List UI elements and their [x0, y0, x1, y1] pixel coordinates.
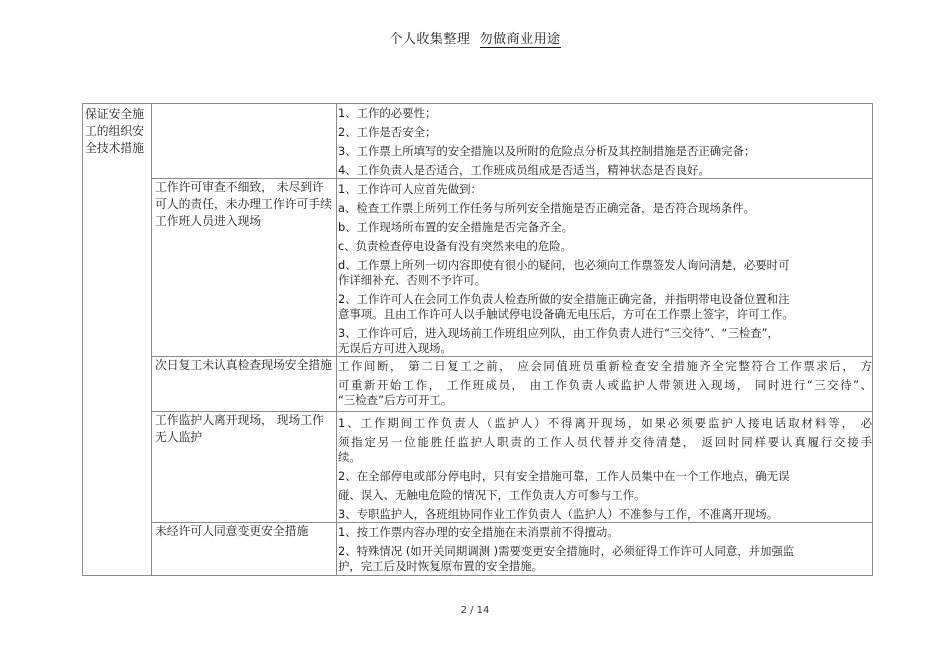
measures-cell	[337, 179, 873, 357]
measures-cell	[337, 523, 873, 576]
item-cell	[152, 104, 337, 179]
measure-line: 护，完工后及时恢复原布置的安全措施。	[338, 559, 544, 573]
measure-line: 作详细补充、否则不予许可。	[338, 273, 487, 287]
item-text: 工作许可审查不细致， 未尽到许可人的责任，未办理工作许可手续工作班人员进入现场	[155, 180, 332, 228]
measure-line: 3、工作许可后，进入现场前工作班组应列队，由工作负责人进行“三交待”、“三检查”，	[338, 326, 779, 340]
item-cell	[152, 412, 337, 523]
item-text: 次日复工未认真检查现场安全措施	[155, 358, 332, 372]
measure-line: b、工作现场所布置的安全措施是否完备齐全。	[338, 220, 574, 234]
measure-line: 4、工作负责人是否适合，工作班成员组成是否适当，精神状态是否良好。	[338, 163, 710, 177]
measure-line: “三检查”后方可开工。	[338, 393, 453, 407]
measure-line: 工作间断， 第二日复工之前， 应会同值班员重新检查安全措施齐全完整符合工作票求后， 方	[338, 359, 872, 373]
measure-line: 3、工作票上所填写的安全措施以及所附的危险点分析及其控制措施是否正确完备；	[338, 144, 756, 158]
measures-cell	[337, 412, 873, 523]
header-watermark	[0, 28, 950, 47]
item-text: 未经许可人同意变更安全措施	[155, 524, 309, 538]
measure-line: c、负责检查停电设备有没有突然来电的危险。	[338, 239, 573, 253]
measure-line: 3、专职监护人，各班组协同作业工作负责人（监护人）不准参与工作，不准离开现场。	[338, 507, 779, 521]
measure-line: 1、工作期间工作负责人（监护人）不得离开现场，如果必须要监护人接电话取材料等， 必	[338, 416, 872, 430]
item-text: 工作监护人离开现场， 现场工作无人监护	[155, 413, 324, 444]
table-row	[83, 357, 873, 412]
table-row	[83, 179, 873, 357]
page-number: 2 / 14	[460, 605, 490, 616]
item-cell	[152, 179, 337, 357]
measure-line: 可重新开始工作， 工作班成员， 由工作负责人或监护人带领进入现场， 同时进行“三交待”、	[338, 378, 872, 392]
measure-line: 1、工作的必要性；	[338, 106, 437, 120]
measure-line: d、工作票上所列一切内容即使有很小的疑问，也必须向工作票签发人询问清楚，必要时可	[338, 258, 790, 272]
category-text: 保证安全施工的组织安全技术措施	[85, 107, 144, 155]
measure-line: 续。	[338, 450, 361, 464]
measure-line: 1、按工作票内容办理的安全措施在未消票前不得擅动。	[338, 525, 619, 539]
measure-line: 2、工作许可人在会同工作负责人检查所做的安全措施正确完备，并指明带电设备位置和注	[338, 292, 790, 306]
item-cell	[152, 523, 337, 576]
measure-line: 2、特殊情况 (如开关同期调测 )需要变更安全措施时，必须征得工作许可人同意，并加强监	[338, 544, 795, 558]
measure-line: 意事项。且由工作许可人以手触试停电设备确无电压后，方可在工作票上签字，许可工作。	[338, 307, 794, 321]
measure-line: a、检查工作票上所列工作任务与所列安全措施是否正确完备，是否符合现场条件。	[338, 201, 756, 215]
table-row	[83, 104, 873, 179]
measure-line: 碰、误入、无触电危险的情况下，工作负责人方可参与工作。	[338, 488, 646, 502]
table-row	[83, 523, 873, 576]
measure-line: 1、工作许可人应首先做到：	[338, 182, 482, 196]
measures-cell	[337, 104, 873, 179]
measure-line: 须指定另一位能胜任监护人职责的工作人员代替并交待清楚， 返回时同样要认真履行交接手	[338, 435, 872, 449]
safety-measures-table	[82, 103, 873, 576]
measures-cell	[337, 357, 873, 412]
watermark-main-text: 个人收集整理	[389, 32, 471, 47]
watermark-tail-text: 勿做商业用途	[479, 32, 561, 47]
measure-line: 无误后方可进入现场。	[338, 341, 452, 355]
measure-line: 2、工作是否安全；	[338, 125, 437, 139]
category-cell	[83, 104, 152, 576]
measure-line: 2、在全部停电或部分停电时，只有安全措施可靠，工作人员集中在一个工作地点，确无误	[338, 469, 790, 483]
table-row	[83, 412, 873, 523]
item-cell	[152, 357, 337, 412]
